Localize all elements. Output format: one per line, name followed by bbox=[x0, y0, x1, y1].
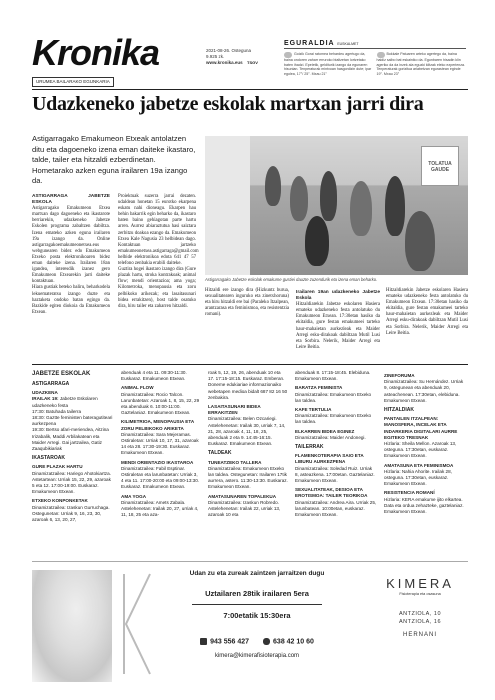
phone-icon bbox=[200, 638, 207, 645]
newspaper-tagline: URUMEA BAILARAKO EGUNKARIA bbox=[32, 77, 114, 87]
photo-caption: Astigarragako Jabetze eskolak emakume gustiei dauzte zuzendurik eta izena eman beharko. bbox=[205, 277, 378, 282]
listings-entry-text: Dinamizatzailea: Fabil Esptinar. Ostiraletan eta larunbatetan: Urriak 3, 4 eta 11. 17:00-20:00 eta 09:00-13:30. Euskaraz. Emakumeon Etxean. bbox=[121, 465, 200, 490]
article-byline: ASTIGARRAGA JABETZE ESKOLA bbox=[32, 194, 110, 206]
article-photo bbox=[205, 136, 468, 275]
listings-entry-text: Dinamizatzailea: Emakumeon Etxeko lan taldea. Ostegunetan: Irailaren 17tik aurrera, astero. 11:30-13:30. Euskaraz. Emakumeon Etxean. bbox=[208, 465, 288, 490]
listings-section: TAILERRAK bbox=[295, 444, 324, 451]
listings-entry-text: Dinamizatzailea: Emakumeon Etxeko lan taldea. bbox=[295, 391, 372, 403]
listings-entry-title: RESISTENCIA ROMANÍ bbox=[384, 490, 435, 496]
listings-entry-title: ETXEKO KONPONKETAK bbox=[32, 498, 88, 504]
listings-entry-title: ZINEFORUMA bbox=[384, 373, 415, 378]
kimera-advertisement bbox=[32, 561, 468, 681]
photo-person bbox=[350, 181, 372, 236]
weather-today: Goizik Gorai ratomea behardeu agertugo da, baina ondoren zaharr erruroko bialtzetan lortzetako baten ihadzi. Epeletik, gelditurik izango da egunaren hisunian. Tenperaturak mintxoan hasgordizin dute; ipar egolea, 17°/ 25°. Mxau 21° bbox=[284, 52, 372, 76]
article-subheading: Irailaren 19an udazkeneko Jabetze Eskola bbox=[296, 290, 380, 302]
article-paragraph: Guztira hogei ikastaro izango dira (Gure plazak hartu, stroka kontrakoak; animal flow; mendi orientazioa; ama yoga; Kilometroka, menopausia eta zoru pelbikoko arikezak; eta lasaitasunari bidea errakitzen), bost talde osatuko dira, hiru tailer eta zaharren hitzaldi. bbox=[118, 267, 196, 309]
listings-column-1 bbox=[32, 370, 114, 523]
photo-person bbox=[305, 216, 329, 266]
ad-email[interactable]: kimera@kimerafisioterapia.com bbox=[214, 653, 300, 660]
listings-entry-text: Dinamizatzailea: Amets Zabala. Astelehenetan: Irailak 20, 27, urriak 4, 11, 18, 25 eta aza- bbox=[121, 499, 199, 518]
listings-entry-text: Dinamizatzailea: Izaskun Robredo. Astelehenetan: Irailak 22, urriak 13, azaroak 10 eta bbox=[208, 499, 281, 518]
ad-headline: Udan zu eta zureak zaintzen jarraitzen dugu bbox=[189, 570, 325, 577]
article-paragraph: Proiektuak suzerra jarrai dezaten. udaldean honetan 15 eurotko ekarpena eskatu nahi dioneagu. Ekarpen hau behin bakarrik egin beharko da, ikastaro baten baino gehiagotan parte hartu arren. Aurrez abiaraztutua hasi saiztara zerbitzu doakoa ezango da. Emakumeon Etxea Kale Nagusia 23 helbidean dago. Kontaktuan jartzeko emakumeonetxea.astigarraga@gmail.com helbide elektronikoa edota 641 47 57 telefono zenbakia erabili daiteke. bbox=[118, 194, 199, 267]
listings-entry-title: PANTAILEN ITZALPEAN: MANOSFERA, INCELAK ETA INDARKERIA DIGITALARI AURRE EGITEKO TRESNAK bbox=[384, 416, 458, 440]
article-column-1 bbox=[32, 194, 110, 316]
listings-section: TALDEAK bbox=[208, 450, 232, 457]
ad-brand: KIMERA bbox=[386, 576, 454, 591]
listings-entry-title: AMATASUNAREN TOPALEKUA bbox=[208, 493, 277, 499]
listings-entry-title: GURE PLAZAK HARTU bbox=[32, 464, 83, 470]
listings-entry-title: BARATZA FEMINISTA bbox=[295, 385, 343, 391]
article-column-4 bbox=[296, 288, 380, 351]
listings-entry-title: TUNEATZEKO TALLERA bbox=[208, 459, 262, 465]
photo-person bbox=[265, 166, 281, 206]
ad-phone[interactable]: 943 556 427 bbox=[200, 638, 249, 645]
ad-brand-sub: Fisioterapia eta osasuna bbox=[399, 592, 441, 596]
ad-photo bbox=[32, 570, 112, 682]
website-link[interactable]: www.kronika.eus bbox=[206, 60, 243, 65]
article-paragraph: Hitzaldi ere izango dira (Hizkuntz burua, sexualitatearen inguruko eta zinetxhoruna) eta hiru hitzaldi ere bai (Paraleko Itzalpean, arantzarasa eta feminismoa, eta resistentzia romani). bbox=[205, 288, 289, 318]
listings-entry-text: Dinamizatzailea: Andrea Aira. Urriak 25, larunbatean. 10:00etan, euskaraz. Emakumeon Etxean. bbox=[295, 499, 377, 518]
ad-content bbox=[172, 570, 342, 659]
listings-line: 17:30: Batuhada tailerra bbox=[32, 408, 82, 414]
listings-column-5 bbox=[384, 370, 468, 515]
listings-entry-title: SEXUALITATEAK, DESIOA ETA EROTISMOA: TAILER TEORIKOA bbox=[295, 487, 368, 499]
listings-entry-title: AMATASUNA ETA FEMINISMOA bbox=[384, 462, 454, 468]
listings-entry-title: ELKARREN BIDEA EGINEZ bbox=[295, 428, 355, 434]
mobile-icon bbox=[263, 638, 270, 645]
listings-entry-title: MENDI ORIENTAZIO IKASTAROA bbox=[121, 459, 194, 465]
masthead-divider bbox=[32, 89, 468, 90]
photo-person bbox=[405, 211, 435, 271]
kimera-k-icon bbox=[120, 572, 154, 676]
ad-mobile[interactable]: 638 42 10 60 bbox=[263, 638, 314, 645]
listings-entry-text: Dinamizatzailea: Izaskun Gurruchaga. Ostegunetan: Urriak 9, 16, 23, 30, azaroak 6, 13, 20, 27, bbox=[32, 504, 110, 523]
ad-divider bbox=[192, 604, 322, 605]
sponsor-logo: TSGV bbox=[247, 60, 258, 65]
listings-line: 19:30: Bertso afari-meriendea, Aitzina Irizabalik, Maddi Arbilakatean eta Maider Arregi. Gai jartzailea, Gatiz Zaaqubikiariak bbox=[32, 427, 109, 452]
article-paragraph: Hitzaldiarekin Jabetze eskolaren Hasiera emateko udazkeneko festa antolatuko du Emakumeon Etxean. 17:30etan hasiko da ekitaldia, gure festan emakumeei tarteko haur-mahaietan aurkezleak eta Maider Arregi esku-dirakoak dabiltzan Mutil Lusi eta Sorbira. Nelerik, Maider Arregi eta Leire Beitia. bbox=[296, 302, 380, 350]
listings-entry-text: Hizlaria: Sheila Mellon. Azaroak 13, osteguna. 17:30etan, euskaraz. Emakumeon Etxean. bbox=[384, 441, 457, 459]
listings-entry-text: Dinamizatzailea: Emakumeon Etxeko lan taldea. bbox=[295, 413, 372, 425]
listings-title: JABETZE ESKOLAK bbox=[32, 371, 91, 377]
listings-line: 18:30: Gaztte feministen bateragutiteari aurkezpena bbox=[32, 415, 113, 427]
weather-title: EGURALDIA EUSKALMET bbox=[284, 40, 466, 49]
listings-entry-text: Hizlaria: Nahia Ahorite. Irailak 28, osteguna. 17:30etan, euskaraz. Emakumeon Etxean. bbox=[384, 468, 452, 487]
article-paragraph: Hitzaldiarekin Jabetze eskolaren Hasiera emateko udazkeneko festa antolatuko du Emakumeon Etxean. 17:30etan hasiko da ekitaldia, gure festan emakumeei tarteko haur-mahaietan aurkezleak eta Maider Arregi esku-dirakoak dabiltzan Mutil Lusi eta Sorbira. Nelerik, Maider Arregi eta Leire Beitia. bbox=[386, 288, 468, 336]
listings-section: IKASTAROAK bbox=[32, 455, 65, 462]
ad-phones bbox=[172, 638, 342, 645]
article-column-5 bbox=[386, 288, 468, 337]
listings-entry-text: roak 5, 12, 19, 26, abenduak 10 eta 17. 17:15-18:15. Euskaraz. Emberan. Doneme edukiariae informazionaiko webetapen medioa bidalt 687 82 16 50 zenbakira. bbox=[208, 370, 288, 400]
listings-entry-text: Dinamizatzailea: Soledad Ruiz. Urriak 8, asteazkena. 17:00etan. Gaztelaniaz. Emakumeon Etxean. bbox=[295, 465, 375, 484]
listings-column-4 bbox=[295, 370, 377, 518]
article-lede: Astigarragako Emakumeon Etxeak antolatzen ditu eta dagoeneko izena eman daiteke ikastaro, talde, tailer eta hitzaldi ezberdinetan. Hometarako azken eguna irailaren 19a izango da. bbox=[32, 134, 196, 185]
ad-dates: Uztailaren 28tik irailaren 5era bbox=[205, 589, 309, 598]
ad-brand-block bbox=[372, 576, 468, 638]
listings-entry-text: Hizlaria: KERA emakume ijito elkartea. Data eta ordua zehazteke, gaztelaniaz. Emakumeon Etxean. bbox=[384, 496, 464, 515]
listings-subsection: UDAZKENA bbox=[32, 390, 58, 396]
listings-entry-title: KAFE TERTULIA bbox=[295, 407, 332, 413]
listings-entry-title: AMA YOGA bbox=[121, 493, 147, 499]
newspaper-logo: Kronika bbox=[32, 32, 160, 73]
article-paragraph: Astigarragako Emakumeon Etxea martxan dago dagoeneko eta ikastarote berriarekin, udazkeneko Jabetze Eskolen programa zabaltzen dabiltza. Izena emateko azken eguna irailaren 19a izango da. Online astigarragakoemakumeonetxea.eus webgunearen bidez edo Emakumeon Etxeko posta elektronikoaren bidez eman daiteke izena. Irailaren 18an igandea, interesdik izanez gero Emakumeon Etxearekin jarri daiteke kontaktuan. bbox=[32, 206, 110, 285]
listings-entry-text: Dinamizatzailea: Belen Ozcariegi. Astelehenetan: Irailak 30, urriak 7, 14, 21, 28, azaroak 4, 11, 18, 25, abenduak 2 eta 9. 14:45-16:15. Euskaraz. Emakumeon Etxean. bbox=[208, 416, 286, 447]
article-column-2 bbox=[118, 194, 199, 310]
issue-info bbox=[206, 48, 251, 66]
ad-city: HERNANI bbox=[402, 632, 437, 638]
issue-date: 2021-08-26. Osteguna bbox=[206, 48, 252, 53]
listings-entry-text: Dinamizatzailea: Maider Andonegi. bbox=[295, 434, 366, 440]
listings-column-2 bbox=[121, 370, 201, 518]
ad-address: ANTZIOLA, 10 ANTZIOLA, 16 bbox=[398, 611, 442, 625]
photo-window bbox=[205, 136, 250, 275]
article-column-3 bbox=[205, 288, 289, 318]
article-headline: Udazkeneko jabetze eskolak martxan jarri dira bbox=[32, 93, 424, 115]
listings-column-3 bbox=[208, 370, 288, 518]
listings-entry-text: Dinamizatzailea: Su Hernández. Urriak 9, ostegunean eta abenduak 20, asteachenean. 17:30etan, elebiduna. Emakumeon Etxean. bbox=[384, 379, 464, 403]
listings-section: HITZALDIAK bbox=[384, 407, 414, 414]
listings-section: ASTIGARRAGA bbox=[32, 381, 70, 387]
weather-tomorrow: Bokkale Patuaren arteko agertego da, baina haldiz salbo bat eskainiko da. Egunbaren hisadin klin ageriko da da inzek ala eguzki klitzak eleko ezperienza. Tenperaturak gorizitua ariabetzan egurastean eginde 19°. Mxau 23° bbox=[376, 52, 465, 76]
article-paragraph: Hiara gustiak beteko baliru, beharkodela lekuemateratsu izango duzte eta haztaketa ondoko batan egingo da. Bazkide egiten diokoia da Emakumeon Etxean. bbox=[32, 285, 110, 315]
listings-entry-text: abenduak 4 eta 11. 09:30-11:30. Euskaraz. Emakumeon Etxean. bbox=[121, 370, 187, 382]
issue-number: 9.925 zk. bbox=[206, 54, 225, 59]
photo-poster: TOLATUA GAUDE bbox=[421, 146, 459, 186]
listings-entry-title: ANIMAL FLOW bbox=[121, 385, 154, 391]
listings-entry-title: LASAITASUNARI BIDEA ERRAKITZEN bbox=[208, 404, 261, 416]
listings-entry-title: KILIMETRIOA, MENOPAUSIA ETA ZORU PELBIKOKO ARIKETA bbox=[121, 419, 194, 431]
listings-box bbox=[32, 364, 468, 557]
photo-person bbox=[290, 176, 308, 221]
listings-entry-text: abenduak 8. 17:15-18:45. Elebiduna. Emakumeon Etxean. bbox=[295, 370, 371, 382]
photo-person bbox=[320, 171, 337, 221]
listings-entry-text: Dinamizatzailea: Rocio Talcon. Larunbatetan: Azaroak 1, 8, 15, 22, 29 eta abenduak 6. 10:00-11:00. Gaztelaniaz. Emakumeon Etxean. bbox=[121, 391, 200, 416]
ad-hours: 7:00etatik 15:30era bbox=[223, 611, 291, 620]
listings-entry-text: Dinamizatzailea: Sara Mejeramas. Ostiraletan: Urriak 10, 17, 31, azaroak 14 eta 28. 17:30-19:30. Euskaraz. Emakumeon Etxean. bbox=[121, 431, 199, 456]
listings-entry: IRAILAK 19: Jabetze Eskolaren udazkeneko festa bbox=[32, 396, 98, 408]
listings-entry-title: FLAMENKOTERAPIA SAIO ETA LIBURU AURKEZPENA bbox=[295, 453, 364, 465]
weather-box bbox=[284, 40, 466, 76]
photo-person bbox=[385, 176, 405, 236]
listings-entry-text: Dinamizatzailea: Hariego Ahotokiartza. Astetartean: Urriak 15, 22, 29, azaroak 5 eta 12. 17:00-19:00. Euskaraz. Emakumeon Etxean. bbox=[32, 470, 111, 495]
